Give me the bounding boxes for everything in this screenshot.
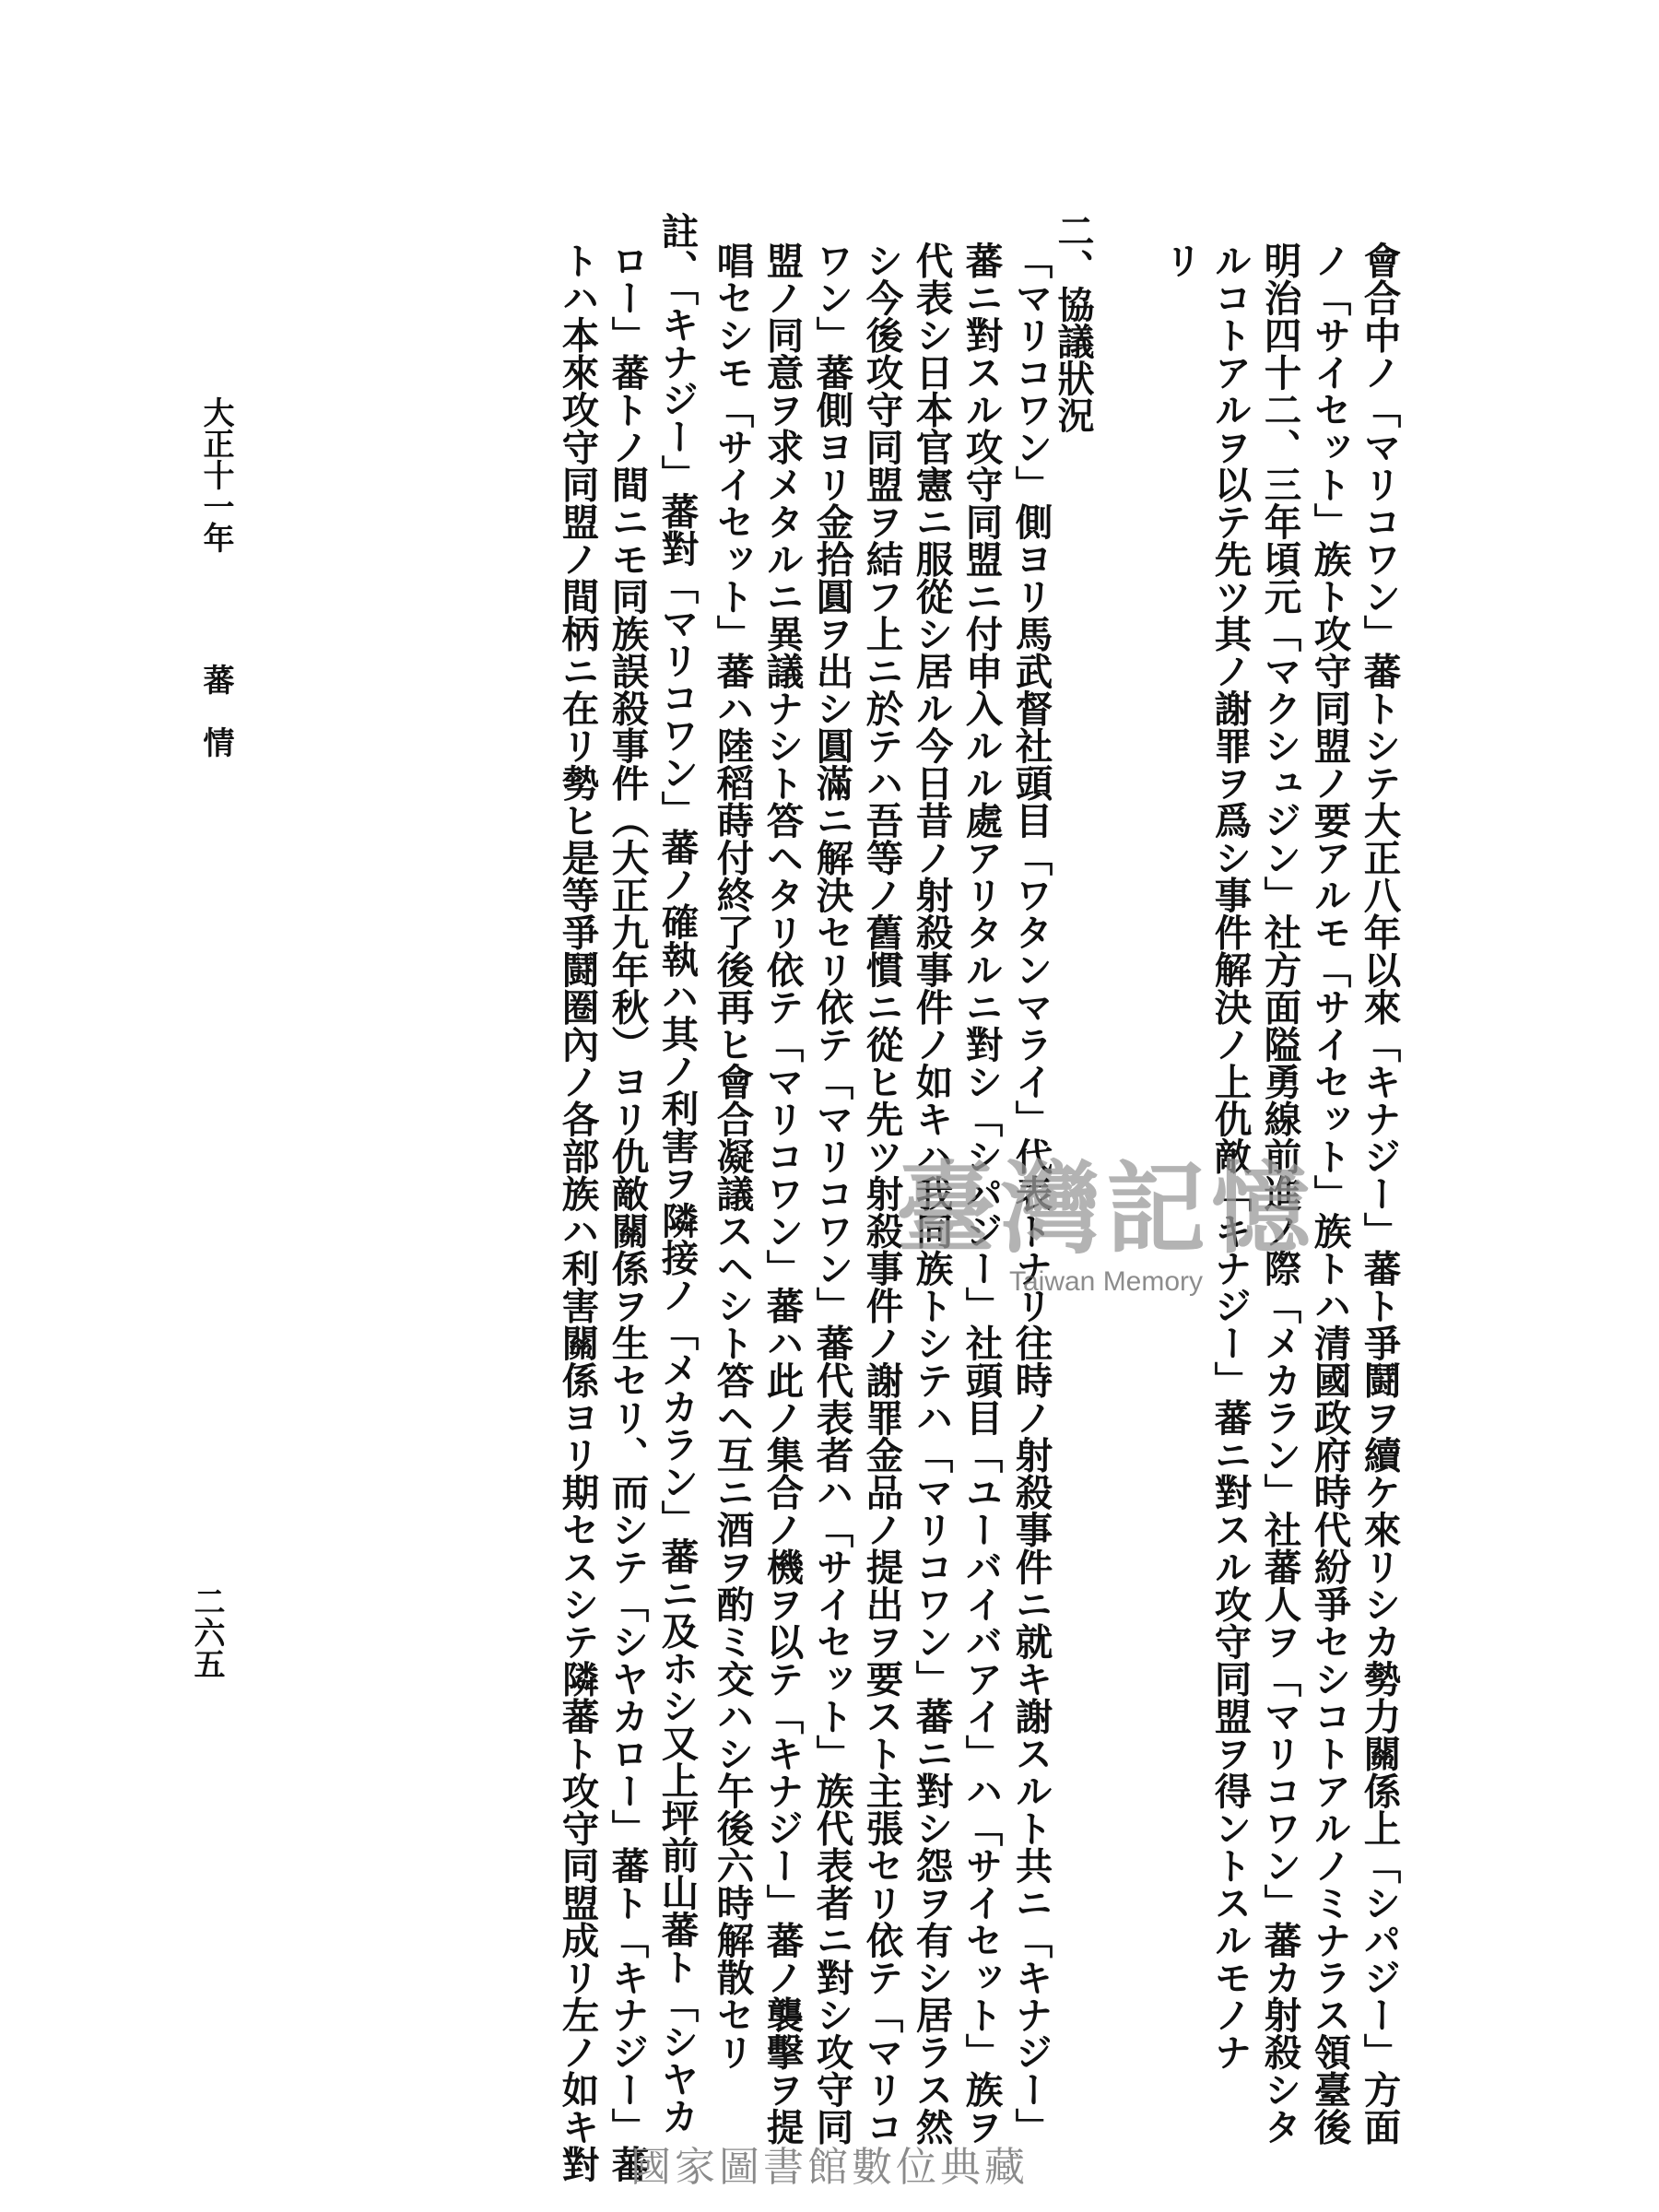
library-caption: 國家圖書館數位典藏 — [630, 2144, 1029, 2191]
text-column-4: ルコトアルヲ以テ先ツ其ノ謝罪ヲ爲シ事件解決ノ上仇敵「キナジー」蕃ニ對スル攻守同盟ヲ得ントスルモノナ — [1207, 241, 1253, 2071]
watermark-chinese: 臺灣記憶 — [895, 1151, 1316, 1267]
text-column-12: 唱セシモ「サイセット」蕃ハ陸稻蒔付終了後再ヒ會合凝議スヘシト答ヘ互ニ酒ヲ酌ミ交ハシ午後六時解散セリ — [710, 241, 755, 2071]
text-column-11: 盟ノ同意ヲ求メタルニ異議ナシト答ヘタリ依テ「マリコワン」蕃ハ此ノ集合ノ機ヲ以テ「キナジー」蕃ノ襲擊ヲ提 — [759, 241, 805, 2146]
page-number: 二六五 — [188, 1585, 225, 1679]
text-column-10: ワン」蕃側ヨリ金拾圓ヲ出シ圓滿ニ解決セリ依テ「マリコワン」蕃代表者ハ「サイセット」族代表者ニ對シ攻守同 — [809, 241, 854, 2146]
section-heading: 二、協議狀況 — [1052, 212, 1095, 433]
text-column-9: シ今後攻守同盟ヲ結フ上ニ於テハ吾等ノ舊慣ニ從ヒ先ツ射殺事件ノ謝罪金品ノ提出ヲ要スト主張セリ依テ「マリコ — [859, 241, 904, 2146]
text-column-2: ノ「サイセット」族ト攻守同盟ノ要アルモ「サイセット」族トハ清國政府時代紛爭セシコトアルノミナラス領臺後 — [1307, 241, 1352, 2146]
running-footer — [194, 396, 239, 758]
text-column-3: 明治四十二、三年頃元「マクシュジン」社方面隘勇線前進ノ際「メカラン」社蕃人ヲ「マリコワン」蕃カ射殺シタ — [1257, 241, 1302, 2146]
note-column-2: ロー」蕃トノ間ニモ同族誤殺事件（大正九年秋）ヨリ仇敵關係ヲ生セリ、而シテ「シヤカロー」蕃ト「キナジー」蕃 — [605, 241, 650, 2183]
text-column-8: 代表シ日本官憲ニ服從シ居ル今日昔ノ射殺事件ノ如キハ我同族トシテハ「マリコワン」蕃ニ對シ怨ヲ有シ居ラス然 — [909, 241, 954, 2146]
text-column-1: 會合中ノ「マリコワン」蕃トシテ大正八年以來「キナジー」蕃ト爭鬪ヲ續ケ來リシカ勢力關係上「シパジー」方面 — [1357, 241, 1402, 2146]
text-column-7: 蕃ニ對スル攻守同盟ニ付申入ルル處アリタルニ對シ「シパジー」社頭目「ユーバイバアイ」ハ「サイセット」族ヲ — [959, 241, 1004, 2146]
watermark — [830, 1129, 1382, 1297]
running-title: 大正十一年 — [197, 396, 234, 553]
text-column-5: リ — [1158, 241, 1203, 279]
watermark-english: Taiwan Memory — [1008, 1266, 1204, 1297]
note-column-1: 註、「キナジー」蕃對「マリコワン」蕃ノ確執ハ其ノ利害ヲ隣接ノ「メカラン」蕃ニ及ホシ又上坪前山蕃ト「シヤカ — [654, 212, 700, 2135]
note-column-3: トハ本來攻守同盟ノ間柄ニ在リ勢ヒ是等爭鬪圈內ノ各部族ハ利害關係ヨリ期セスシテ隣蕃ト攻守同盟成リ左ノ如キ對 — [555, 241, 600, 2183]
text-column-6: 「マリコワン」側ヨリ馬武督社頭目「ワタンマライ」代表トナリ往時ノ射殺事件ニ就キ謝スルト共ニ「キナジー」 — [1008, 241, 1053, 2146]
section-title: 蕃 情 — [197, 664, 234, 758]
